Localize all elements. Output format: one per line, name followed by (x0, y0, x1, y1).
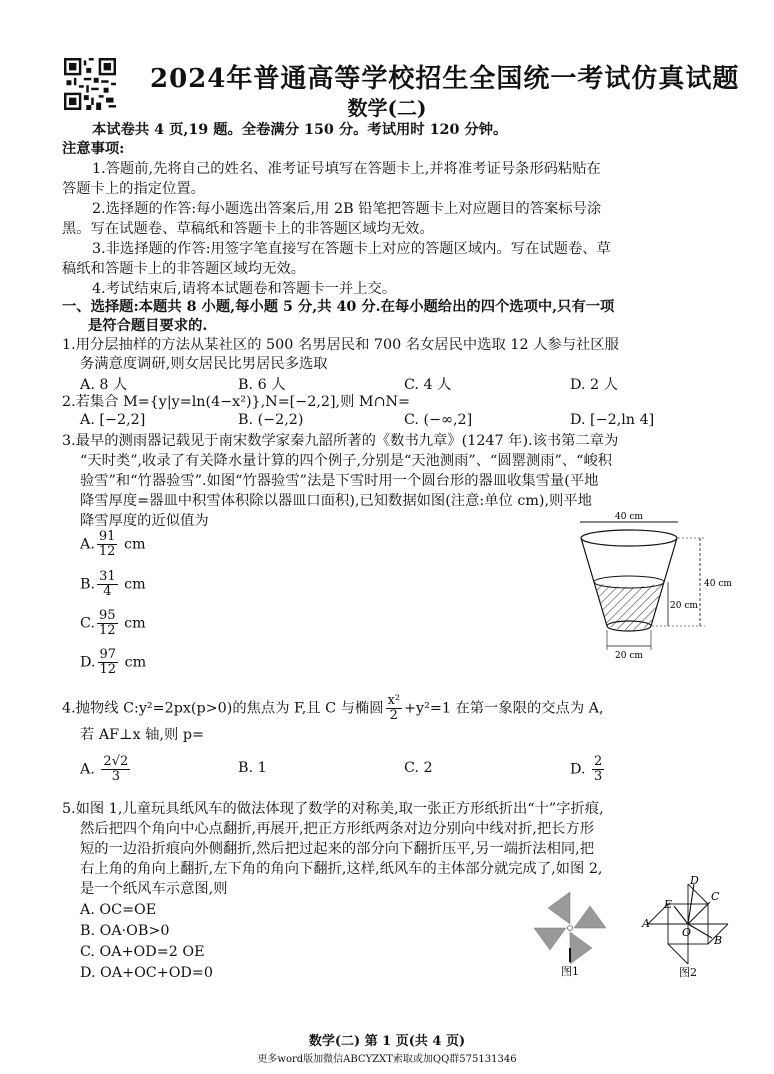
note-line: 2.选择题的作答:每小题选出答案后,用 2B 铅笔把答题卡上对应题目的答案标号涂 (92, 201, 602, 217)
note-line: 4.考试结束后,请将本试题卷和答题卡一并上交。 (92, 281, 397, 297)
question-1-cont: 务满意度调研,则女居民比男居民多选取 (80, 356, 328, 372)
question-3-cont: 验雪”和“竹器验雪”.如图“竹器验雪”法是下雪时用一个圆台形的器皿收集雪量(平地 (80, 473, 599, 489)
note-line: 答题卡上的指定位置。 (62, 181, 205, 197)
question-4-cont: 若 AF⊥x 轴,则 p= (80, 727, 204, 743)
figure-1-caption: 图1 (561, 965, 579, 978)
q1-option-a: A. 8 人 (80, 377, 128, 393)
question-3-cont: 降雪厚度=器皿中积雪体积除以器皿口面积),已知数据如图(注意:单位 cm),则平地 (80, 493, 592, 509)
snow-container-figure (560, 508, 740, 660)
question-5-cont: 短的一边沿折痕向外侧翻折,然后把过起来的部分向下翻折压平,另一端折法相同,把 (80, 841, 595, 857)
question-5-cont: 是一个纸风车示意图,则 (80, 881, 228, 897)
point-b-label: B (714, 934, 723, 947)
question-3-cont: 降雪厚度的近似值为 (80, 513, 209, 529)
point-e-label: E (664, 898, 673, 911)
q2-option-c: C. (−∞,2] (404, 412, 473, 428)
q3-option-c: C. $\frac{95}{12}$ cm (80, 608, 146, 638)
pinwheel-figure-1 (528, 888, 612, 980)
question-3-cont: “天时类”,收录了有关降水量计算的四个例子,分别是“天池测雨”、“圆罂测雨”、“峻积 (80, 453, 613, 469)
q4-option-b: B. 1 (238, 760, 267, 776)
q5-option-a: A. OC=OE (80, 902, 157, 918)
question-3: 3.最早的测雨器记载见于南宋数学家秦九韶所著的《数书九章》(1247 年).该书第二章为 (62, 433, 619, 449)
question-2: 2.若集合 M={y|y=ln(4−x²)},N=[−2,2],则 M∩N= (62, 394, 411, 410)
q4-option-d: D. $\frac{2}{3}$ (570, 754, 603, 784)
note-line: 1.答题前,先将自己的姓名、准考证号填写在答题卡上,并将准考证号条形码粘贴在 (92, 161, 601, 177)
q2-option-a: A. [−2,2] (80, 412, 146, 428)
question-5-cont: 右上角的角向上翻折,左下角的角向下翻折,这样,纸风车的主体部分就完成了,如图 2, (80, 861, 603, 877)
note-line: 稿纸和答题卡上的非答题区域均无效。 (62, 261, 306, 277)
q1-option-b: B. 6 人 (238, 377, 286, 393)
figure-2-caption: 图2 (679, 966, 697, 979)
question-5-cont: 然后把四个角向中心点翻折,再展开,把正方形纸两条对边分别向中线对折,把长方形 (80, 821, 595, 837)
page-footer: 数学(二) 第 1 页(共 4 页) (308, 1034, 466, 1049)
q4-option-c: C. 2 (404, 760, 433, 776)
q3-option-d: D. $\frac{97}{12}$ cm (80, 647, 147, 677)
q5-option-b: B. OA·OB>0 (80, 923, 170, 939)
point-o-label: O (682, 926, 692, 939)
question-5: 5.如图 1,儿童玩具纸风车的做法体现了数学的对称美,取一张正方形纸折出“十”字折痕, (62, 801, 604, 817)
note-line: 黑。写在试题卷、草稿纸和答题卡上的非答题区域均无效。 (62, 221, 434, 237)
q3-option-b: B. $\frac{31}{4}$ cm (80, 569, 146, 599)
page-title: 2024年普通高等学校招生全国统一考试仿真试题 (150, 64, 740, 94)
q2-option-b: B. (−2,2) (238, 412, 304, 428)
height-label: 40 cm (704, 579, 732, 589)
q3-option-a: A. $\frac{91}{12}$ cm (80, 529, 146, 559)
point-a-label: A (642, 917, 650, 930)
q5-option-d: D. OA+OC+OD=0 (80, 965, 213, 981)
exam-intro: 本试卷共 4 页,19 题。全卷满分 150 分。考试用时 120 分钟。 (92, 122, 508, 138)
q2-option-d: D. [−2,ln 4] (570, 412, 655, 428)
question-4: 4.抛物线 C:y²=2px(p>0)的焦点为 F,且 C 与椭圆 $\frac{\text{x²}}{2}$ +y²=1 在第一象限的交点为 A, (62, 693, 604, 723)
pinwheel-figure-2 (640, 872, 736, 980)
q1-option-d: D. 2 人 (570, 377, 618, 393)
section-heading-cont: 是符合题目要求的. (88, 318, 208, 334)
note-line: 3.非选择题的作答:用签字笔直接写在答题卡上对应的答题区域内。写在试题卷、草 (92, 241, 611, 257)
footer-contact: 更多word版加微信ABCYZXT索取或加QQ群575131346 (257, 1054, 517, 1065)
bottom-diameter-label: 20 cm (615, 651, 643, 660)
top-diameter-label: 40 cm (615, 512, 643, 522)
point-d-label: D (690, 874, 699, 887)
notes-heading: 注意事项: (62, 141, 125, 157)
q1-option-c: C. 4 人 (404, 377, 452, 393)
snow-depth-label: 20 cm (670, 601, 698, 611)
q4-option-a: A. $\frac{2√2}{3}$ (80, 754, 129, 784)
section-heading: 一、选择题:本题共 8 小题,每小题 5 分,共 40 分.在每小题给出的四个选项中,只有一项 (62, 299, 615, 315)
page-subtitle: 数学(二) (347, 96, 427, 120)
q5-option-c: C. OA+OD=2 OE (80, 944, 205, 960)
question-1: 1.用分层抽样的方法从某社区的 500 名男居民和 700 名女居民中选取 12 人参与社区服 (62, 337, 619, 353)
point-c-label: C (711, 890, 720, 903)
